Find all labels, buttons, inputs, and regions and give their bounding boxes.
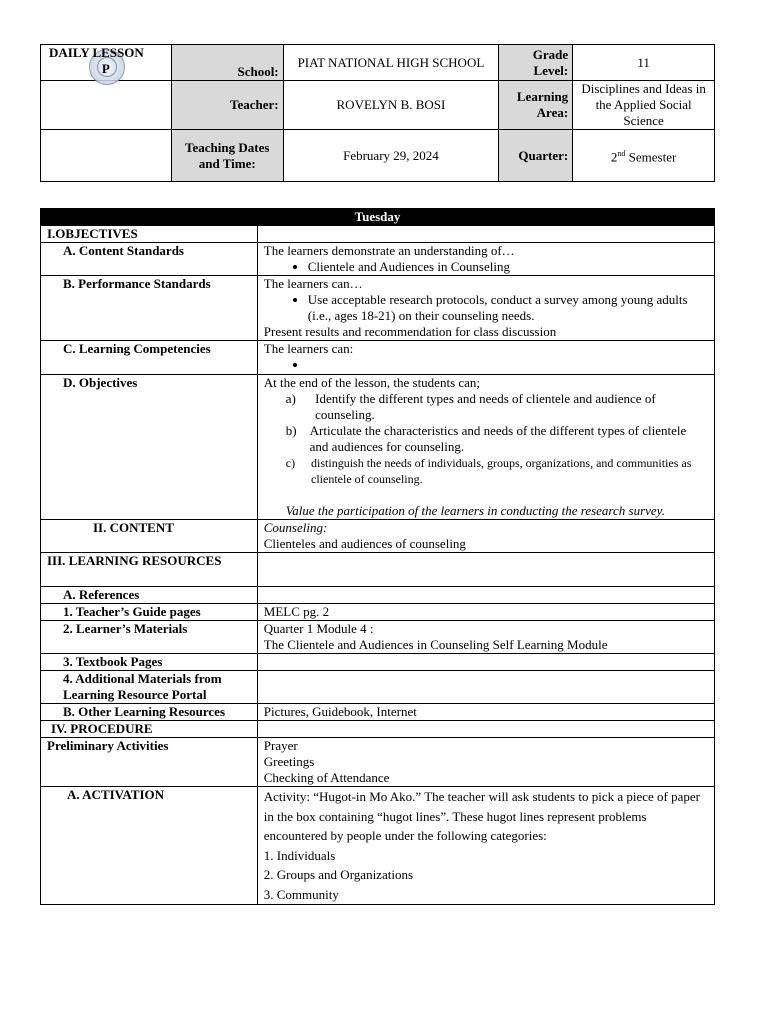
teachers-guide-value: MELC pg. 2 [257, 604, 714, 621]
other-resources-label: B. Other Learning Resources [41, 704, 258, 721]
objective-a: Identify the different types and needs of clientele and audience of counseling. [315, 391, 656, 422]
school-value: PIAT NATIONAL HIGH SCHOOL [283, 45, 499, 81]
dates-label: Teaching Dates and Time: [171, 130, 283, 182]
content-standards-cell [257, 243, 714, 276]
content-standards-item: • Clientele and Audiences in Counseling [308, 259, 708, 275]
objective-value: Value the participation of the learners in conducting the research survey. [285, 503, 665, 518]
teachers-guide-label: 1. Teacher’s Guide pages [41, 604, 258, 621]
competencies-empty-bullet [308, 357, 708, 373]
activation-text: Activity: “Hugot-in Mo Ako.” The teacher will ask students to pick a piece of paper in the box containing “hugot lines”. These hugot lines represent problems encountered by people under the following categories: [263, 789, 700, 843]
logo-text-line2: P [101, 61, 110, 76]
content-standards-label: A. Content Standards [41, 243, 258, 276]
content-line-1: Counseling: [263, 520, 328, 535]
logo-text-line1: DAILY LESSON [49, 45, 144, 60]
learning-resources-label [41, 553, 258, 587]
competencies-intro: The learners can: [263, 341, 354, 356]
quarter-rest: Semester [625, 149, 677, 165]
learners-materials-cell [257, 621, 714, 654]
content-cell [257, 520, 714, 553]
objective-c: distinguish the needs of individuals, groups, organizations, and communities as clientele of counseling. [311, 456, 692, 486]
performance-standards-intro: The learners can… [263, 276, 363, 291]
content-label: II. CONTENT [41, 520, 258, 553]
empty-cell [41, 130, 172, 182]
grade-value: 11 [573, 45, 715, 81]
performance-standards-label: B. Performance Standards [41, 276, 258, 341]
category-1: 1. Individuals [263, 847, 336, 863]
objectives-label: D. Objectives [41, 375, 258, 520]
empty-cell [41, 81, 172, 130]
grade-label: Grade Level: [499, 45, 573, 81]
other-resources-value: Pictures, Guidebook, Internet [257, 704, 714, 721]
category-3: 3. Community [263, 886, 339, 902]
learners-materials-line-2: The Clientele and Audiences in Counseling Self Learning Module [263, 637, 608, 652]
activation-cell [257, 787, 714, 905]
preliminary-item-1: Prayer [263, 738, 298, 753]
learners-materials-label: 2. Learner’s Materials [41, 621, 258, 654]
day-header: Tuesday [41, 209, 715, 226]
logo-cell [41, 45, 172, 81]
learning-resources-text: III. LEARNING RESOURCES [47, 553, 222, 568]
content-line-2: Clienteles and audiences of counseling [263, 536, 466, 551]
category-2: 2. Groups and Organizations [263, 867, 413, 882]
preliminary-item-2: Greetings [263, 754, 315, 769]
dates-value: February 29, 2024 [283, 130, 499, 182]
objectives-intro: At the end of the lesson, the students can; [263, 375, 481, 390]
competencies-cell [257, 341, 714, 375]
competencies-label: C. Learning Competencies [41, 341, 258, 375]
area-value: Disciplines and Ideas in the Applied Social Science [573, 81, 715, 130]
additional-materials-label: 4. Additional Materials from Learning Resource Portal [41, 671, 258, 704]
performance-standards-outro: Present results and recommendation for class discussion [263, 324, 557, 339]
performance-standards-item: • Use acceptable research protocols, conduct a survey among young adults (i.e., ages 18-21) on their counseling needs. [308, 292, 708, 324]
activation-label: A. ACTIVATION [41, 787, 258, 905]
learners-materials-line-1: Quarter 1 Module 4 : [263, 621, 374, 636]
lesson-plan-table [40, 208, 715, 905]
quarter-label: Quarter: [499, 130, 573, 182]
content-standards-intro: The learners demonstrate an understanding of… [263, 243, 515, 258]
objective-c-key: c) [285, 456, 296, 470]
objective-b-key: b) [285, 423, 297, 438]
objectives-heading: I.OBJECTIVES [41, 226, 258, 243]
objective-a-key: a) [285, 391, 296, 406]
school-label: School: [171, 45, 283, 81]
textbook-pages-label: 3. Textbook Pages [41, 654, 258, 671]
quarter-number: 2 [610, 149, 618, 165]
performance-standards-cell [257, 276, 714, 341]
preliminary-item-3: Checking of Attendance [263, 770, 390, 785]
objective-b: Articulate the characteristics and needs of the different types of clientele and audiences for counseling. [309, 423, 687, 454]
references-label: A. References [41, 587, 258, 604]
quarter-value [573, 130, 715, 182]
procedure-label: IV. PROCEDURE [41, 721, 258, 738]
preliminary-cell [257, 738, 714, 787]
teacher-value: ROVELYN B. BOSI [283, 81, 499, 130]
area-label: Learning Area: [499, 81, 573, 130]
preliminary-label: Preliminary Activities [41, 738, 258, 787]
teacher-label: Teacher: [171, 81, 283, 130]
header-table [40, 44, 715, 182]
objectives-cell [257, 375, 714, 520]
quarter-suffix: nd [617, 148, 626, 158]
